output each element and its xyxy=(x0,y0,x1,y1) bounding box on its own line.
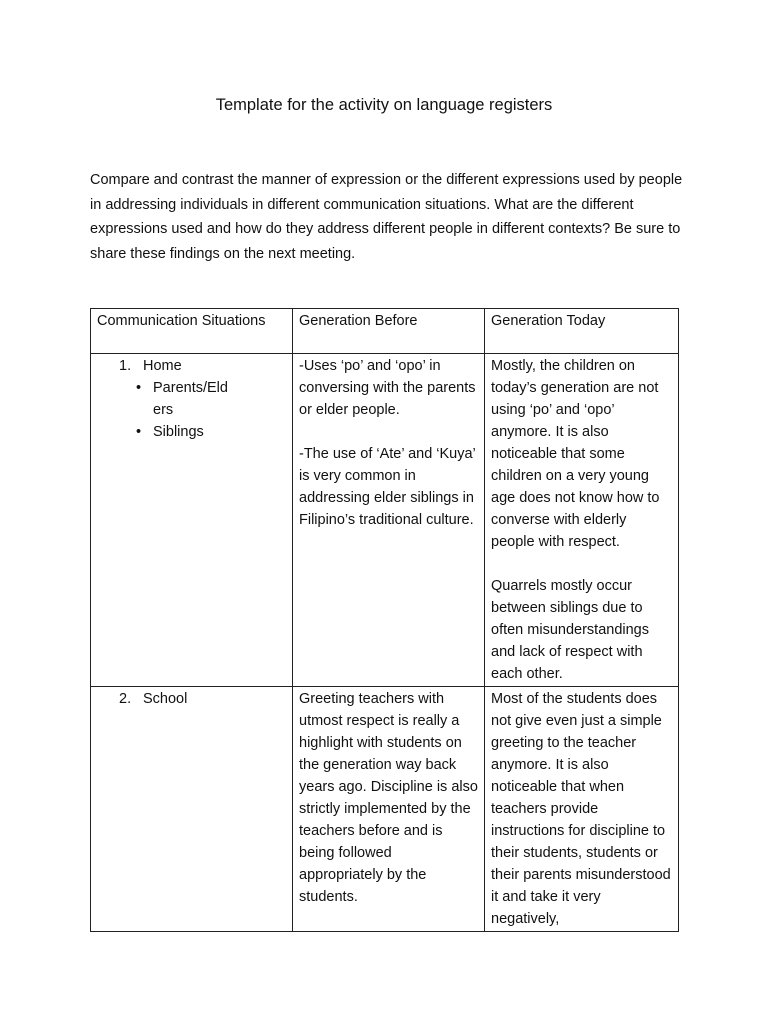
situation-label: School xyxy=(143,691,188,707)
cell-paragraph: Mostly, the children on today’s generation are not using ‘po’ and ‘opo’ anymore. It is also noticeable that some children on a very young age does not know how to converse with elderly people with respect. xyxy=(491,358,660,550)
table-header-row xyxy=(91,309,679,354)
situation-heading xyxy=(97,355,286,377)
table-row-home xyxy=(91,354,679,687)
situation-subitems xyxy=(97,377,286,443)
page-title: Template for the activity on language registers xyxy=(215,96,553,114)
generation-before-cell xyxy=(293,354,485,687)
bullet-icon: • xyxy=(136,380,142,396)
language-registers-table xyxy=(90,308,679,932)
situation-label: Home xyxy=(143,358,182,374)
situation-number: 1. xyxy=(119,358,132,374)
cell-paragraph: -Uses ‘po’ and ‘opo’ in conversing with the parents or elder people. xyxy=(299,358,476,418)
generation-today-cell xyxy=(485,687,679,932)
header-generation-before: Generation Before xyxy=(293,309,485,354)
generation-today-cell xyxy=(485,354,679,687)
header-generation-today: Generation Today xyxy=(485,309,679,354)
situation-number: 2. xyxy=(119,691,132,707)
list-item: • Parents/Elders xyxy=(153,377,286,421)
table-row-school xyxy=(91,687,679,932)
situation-cell xyxy=(91,354,293,687)
list-item: • Siblings xyxy=(153,421,286,443)
situation-heading xyxy=(97,688,286,710)
cell-paragraph: Quarrels mostly occur between siblings due to often misunderstandings and lack of respect with each other. xyxy=(491,578,649,682)
cell-paragraph: -The use of ‘Ate’ and ‘Kuya’ is very common in addressing elder siblings in Filipino’s traditional culture. xyxy=(299,446,476,528)
instructions-paragraph: Compare and contrast the manner of expression or the different expressions used by people in addressing individuals in different communication situations. What are the different expressions used and how do they address different people in different contexts? Be sure to share these findings on the next meeting. xyxy=(90,172,683,262)
header-communication-situations: Communication Situations xyxy=(91,309,293,354)
generation-before-cell xyxy=(293,687,485,932)
bullet-icon: • xyxy=(136,424,142,440)
situation-cell xyxy=(91,687,293,932)
cell-paragraph: Most of the students does not give even just a simple greeting to the teacher anymore. It is also noticeable that when teachers provide instructions for discipline to their students, students or their parents misunderstood it and take it very negatively, xyxy=(491,691,671,927)
cell-paragraph: Greeting teachers with utmost respect is really a highlight with students on the generation way back years ago. Discipline is also strictly implemented by the teachers before and is being followed appropriately by the students. xyxy=(299,691,478,905)
